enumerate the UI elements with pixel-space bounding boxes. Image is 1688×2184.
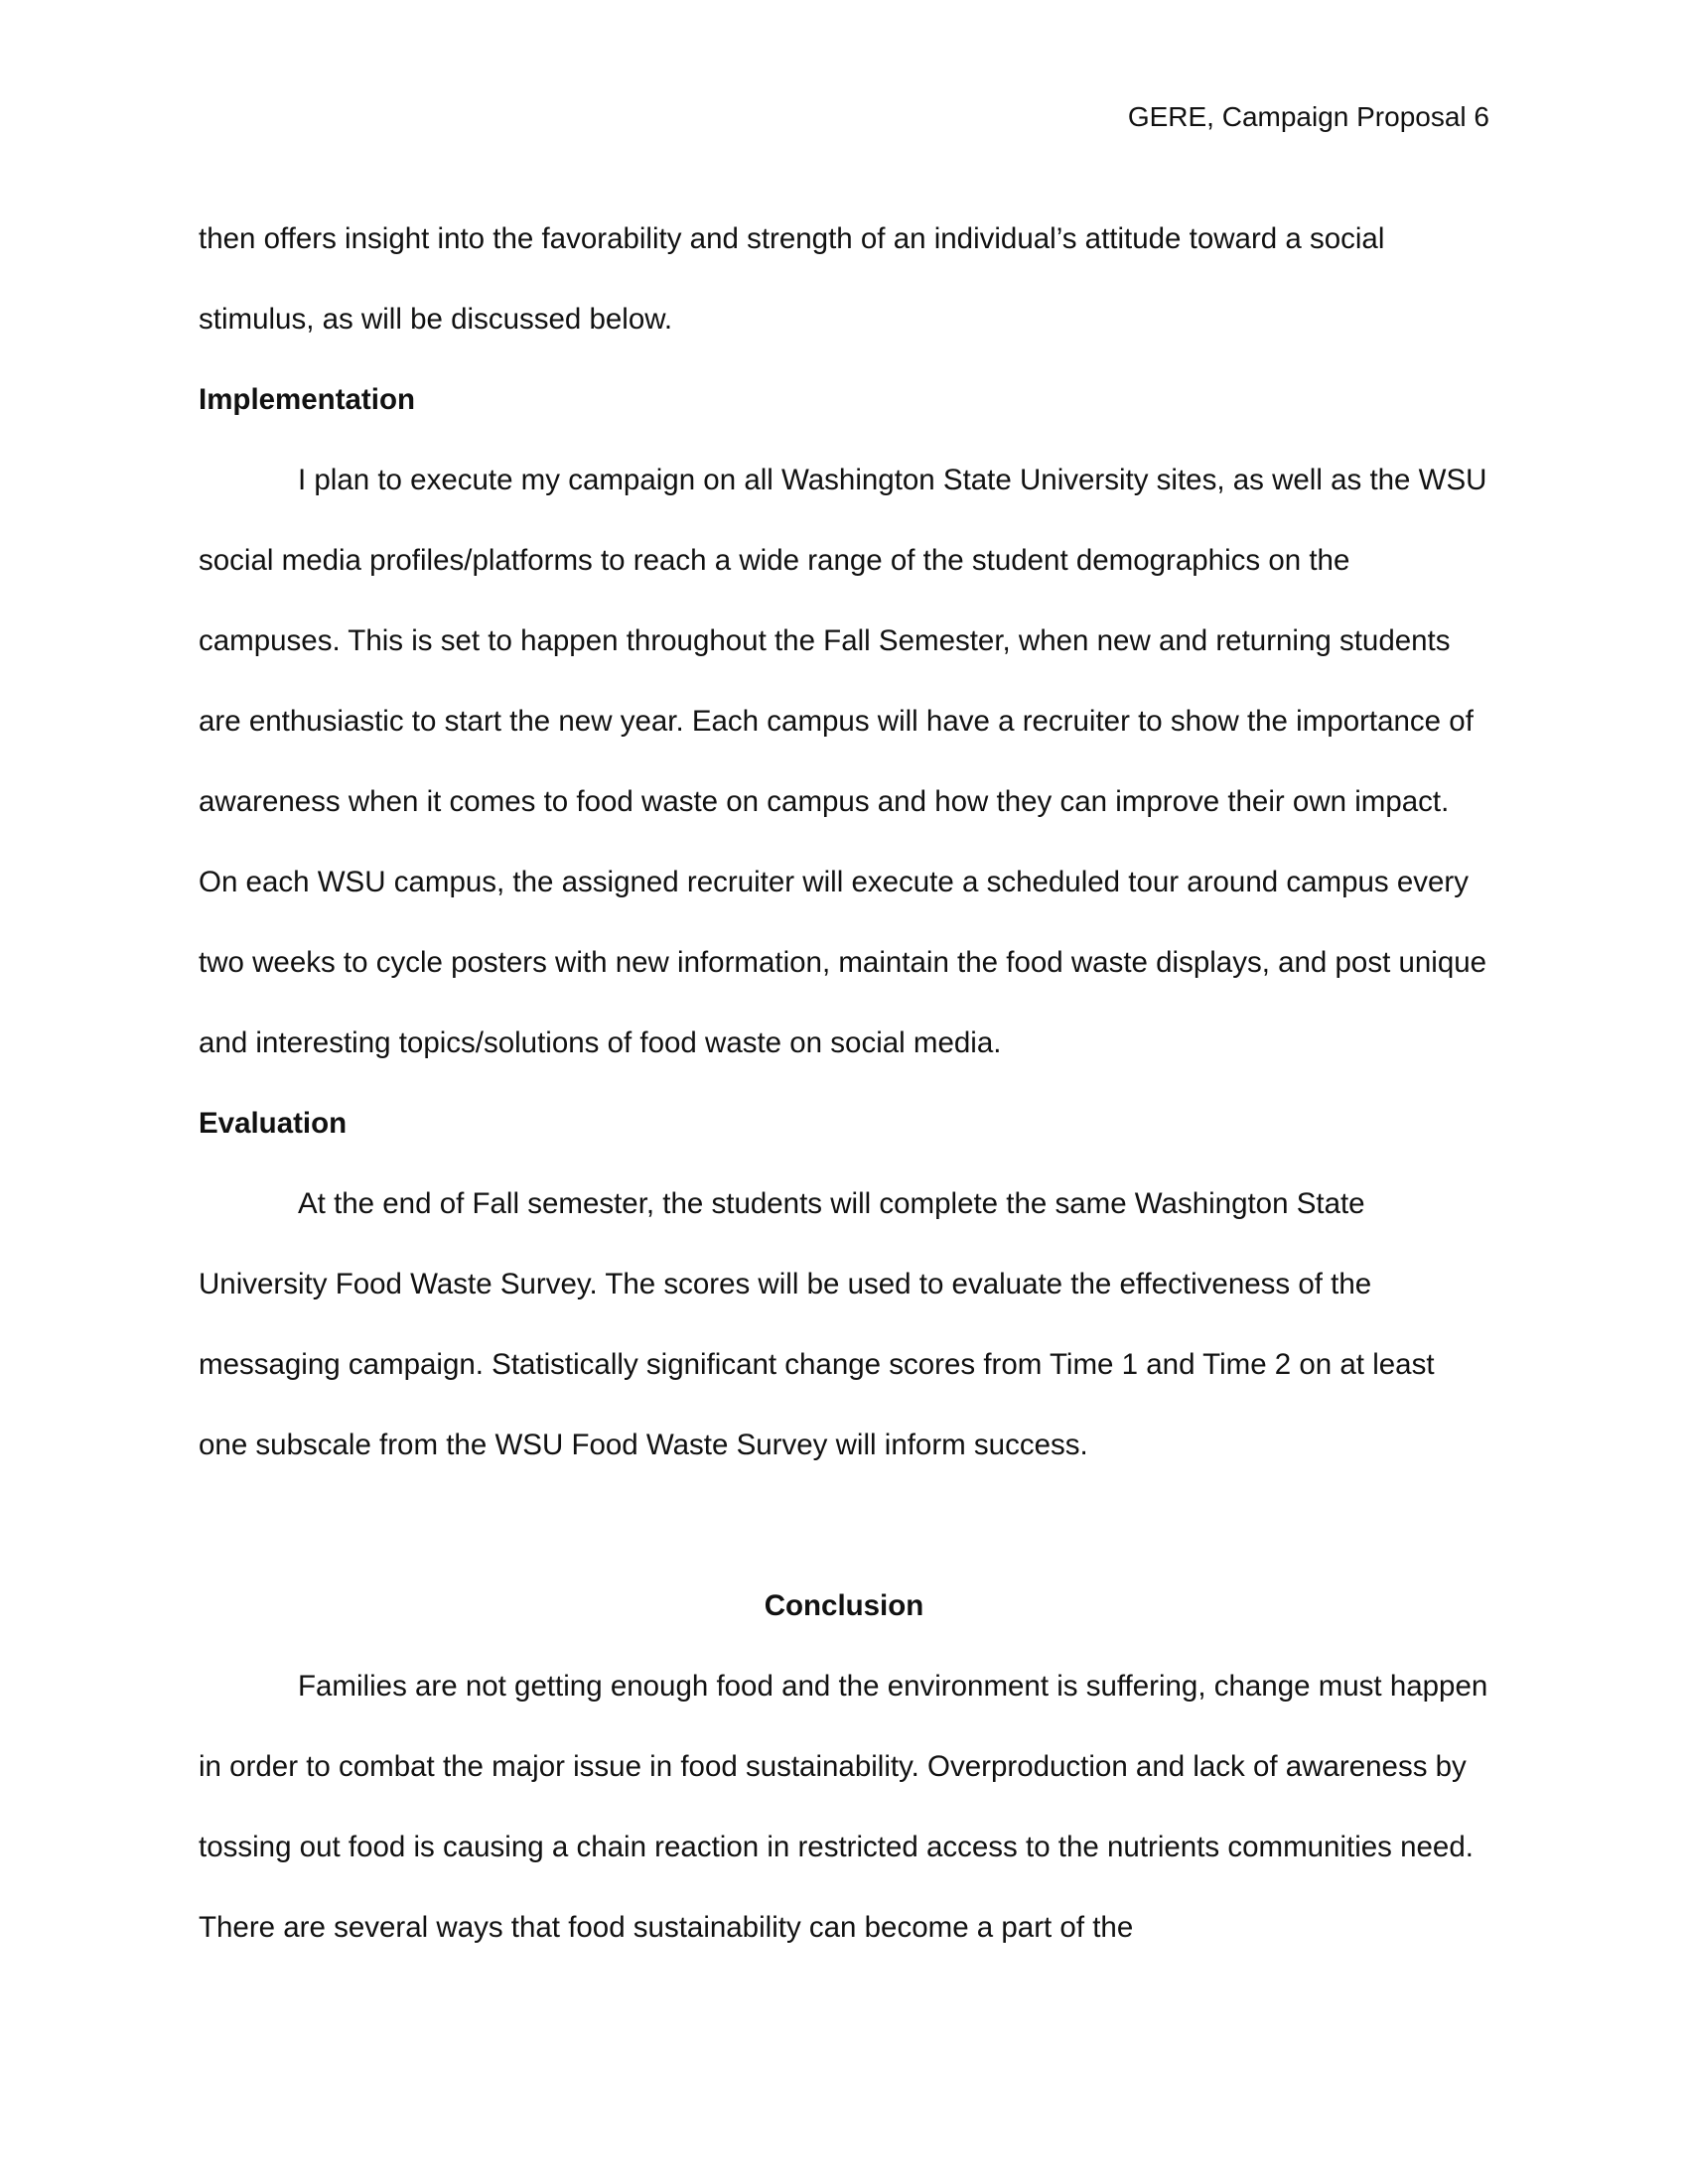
implementation-paragraph: I plan to execute my campaign on all Washington State University sites, as well as the WSU social media profiles/platforms to reach a wide range of the student demographics on the campuses. This is set to happen throughout the Fall Semester, when new and returning students are enthusiastic to start the new year. Each campus will have a recruiter to show the importance of awareness when it comes to food waste on campus and how they can improve their own impact. On each WSU campus, the assigned recruiter will execute a scheduled tour around campus every two weeks to cycle posters with new information, maintain the food waste displays, and post unique and interesting topics/solutions of food waste on social media. <box>199 464 1487 1059</box>
conclusion-heading: Conclusion <box>764 1589 924 1622</box>
running-head: GERE, Campaign Proposal 6 <box>1127 101 1489 132</box>
evaluation-heading: Evaluation <box>199 1107 348 1140</box>
implementation-heading: Implementation <box>199 383 415 416</box>
evaluation-paragraph: At the end of Fall semester, the students will complete the same Washington State University Food Waste Survey. The scores will be used to evaluate the effectiveness of the messaging campaign. Statistically significant change scores from Time 1 and Time 2 on at least one subscale from the WSU Food Waste Survey will inform success. <box>199 1187 1435 1461</box>
conclusion-paragraph: Families are not getting enough food and the environment is suffering, change must happen in order to combat the major issue in food sustainability. Overproduction and lack of awareness by tossing out food is causing a chain reaction in restricted access to the nutrients communities need. There are several ways that food sustainability can become a part of the <box>199 1670 1488 1944</box>
continuation-paragraph: then offers insight into the favorability and strength of an individual’s attitude toward a social stimulus, as will be discussed below. <box>199 222 1385 336</box>
document-body <box>199 199 1489 1968</box>
